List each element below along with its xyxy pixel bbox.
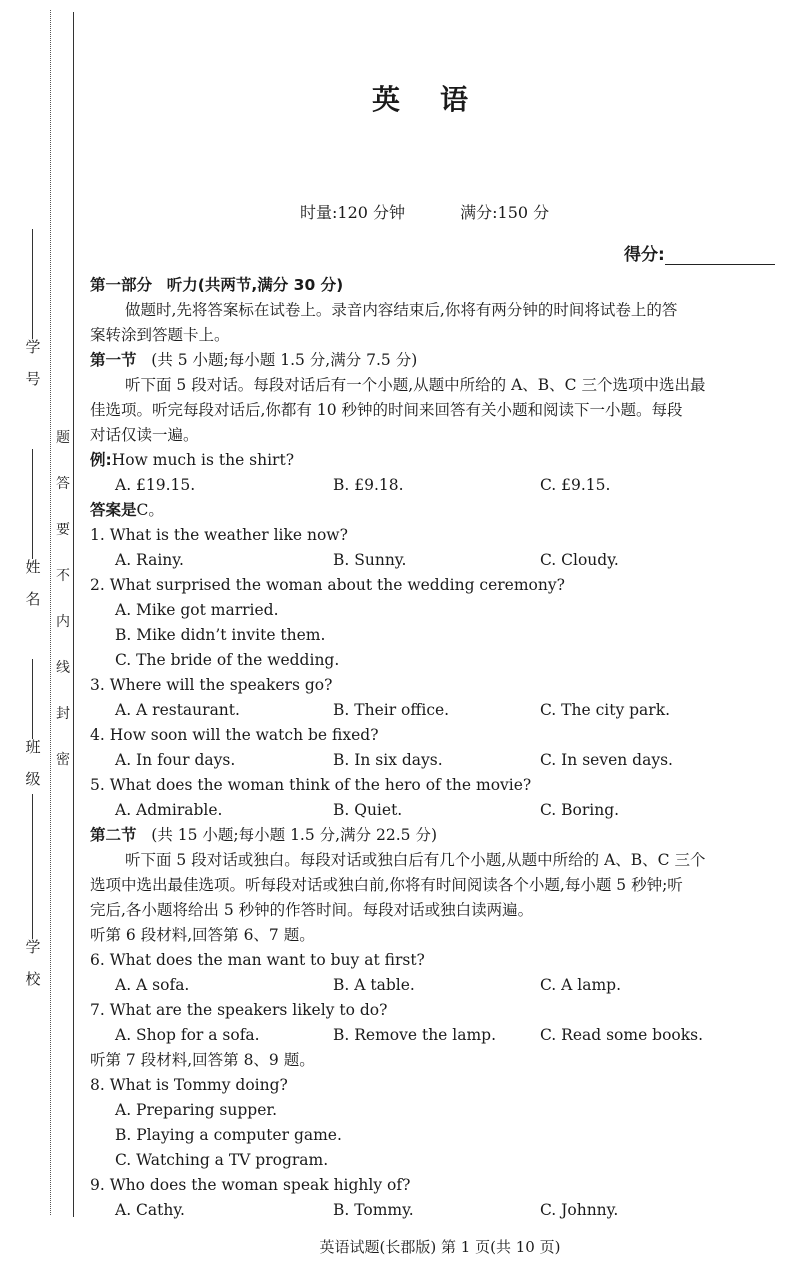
option-c[interactable]: C. A lamp. — [540, 976, 622, 994]
option-a[interactable]: A. Mike got married. — [115, 601, 279, 619]
answer-label: 答案是 — [90, 501, 137, 519]
part1-subtitle: 听力(共两节,满分 30 分) — [166, 276, 344, 294]
seal-char: 题 — [56, 430, 70, 446]
student-id-field[interactable] — [22, 225, 44, 392]
instruction-line: 做题时,先将答案标在试卷上。录音内容结束后,你将有两分钟的时间将试卷上的答 — [125, 301, 678, 319]
option-b[interactable]: B. Their office. — [333, 701, 450, 719]
page-footer: 英语试题(长郡版) 第 1 页(共 10 页) — [319, 1238, 561, 1256]
school-field[interactable] — [22, 790, 44, 992]
option-c[interactable]: C. Johnny. — [540, 1201, 619, 1219]
option-b[interactable]: B. Playing a computer game. — [115, 1126, 342, 1144]
option-c[interactable]: C. Boring. — [540, 801, 620, 819]
name-field[interactable] — [22, 445, 44, 612]
option-a[interactable]: A. Admirable. — [115, 801, 223, 819]
class-field[interactable] — [22, 655, 44, 792]
question-5: 5. What does the woman think of the hero of the movie? — [90, 776, 532, 794]
option-b[interactable]: B. A table. — [333, 976, 415, 994]
question-7-options — [90, 1023, 790, 1048]
instruction-line: 选项中选出最佳选项。听每段对话或独白前,你将有时间阅读各个小题,每小题 5 秒钟;听 — [90, 876, 683, 894]
class-blank[interactable] — [32, 659, 34, 739]
question-1-options — [90, 548, 790, 573]
instruction-line: 案转涂到答题卡上。 — [90, 326, 230, 344]
option-b[interactable]: B. £9.18. — [333, 476, 404, 494]
option-a[interactable]: A. Rainy. — [115, 551, 184, 569]
exam-content — [90, 273, 790, 1223]
option-b[interactable]: B. In six days. — [333, 751, 443, 769]
instruction-line: 听下面 5 段对话或独白。每段对话或独白后有几个小题,从题中所给的 A、B、C 三个 — [125, 851, 706, 869]
example-question — [90, 448, 790, 473]
question-6: 6. What does the man want to buy at first? — [90, 951, 425, 969]
part1-heading — [90, 273, 790, 298]
question-3: 3. Where will the speakers go? — [90, 676, 333, 694]
score-label: 得分: — [624, 245, 665, 265]
option-a[interactable]: A. Shop for a sofa. — [115, 1026, 260, 1044]
binding-margin — [0, 0, 80, 1220]
option-c[interactable]: C. In seven days. — [540, 751, 673, 769]
option-a[interactable]: A. Cathy. — [115, 1201, 185, 1219]
instruction-line: 对话仅读一遍。 — [90, 426, 199, 444]
option-b[interactable]: B. Tommy. — [333, 1201, 414, 1219]
instruction-line: 佳选项。听完每段对话后,你都有 10 秒钟的时间来回答有关小题和阅读下一小题。每段 — [90, 401, 683, 419]
question-9: 9. Who does the woman speak highly of? — [90, 1176, 411, 1194]
question-9-options — [90, 1198, 790, 1223]
option-c[interactable]: C. The city park. — [540, 701, 671, 719]
question-7: 7. What are the speakers likely to do? — [90, 1001, 388, 1019]
option-a[interactable]: A. £19.15. — [115, 476, 196, 494]
name-blank[interactable] — [32, 449, 34, 559]
example-label: 例: — [90, 451, 112, 469]
section1-heading — [90, 348, 790, 373]
option-a[interactable]: A. A sofa. — [115, 976, 190, 994]
option-b[interactable]: B. Mike didn’t invite them. — [115, 626, 326, 644]
instruction-line: 完后,各小题将给出 5 秒钟的作答时间。每段对话或独白读两遍。 — [90, 901, 534, 919]
question-5-options — [90, 798, 790, 823]
part1-title: 第一部分 — [90, 276, 153, 294]
option-b[interactable]: B. Sunny. — [333, 551, 407, 569]
option-a[interactable]: A. A restaurant. — [115, 701, 240, 719]
student-id-blank[interactable] — [32, 229, 34, 339]
question-2: 2. What surprised the woman about the wedding ceremony? — [90, 576, 565, 594]
exam-meta — [300, 200, 599, 223]
school-label: 学 校 — [23, 939, 42, 992]
school-blank[interactable] — [32, 794, 34, 939]
section2-info: (共 15 小题;每小题 1.5 分,满分 22.5 分) — [151, 826, 437, 844]
seal-char: 不 — [56, 568, 70, 584]
seal-warning — [54, 424, 72, 774]
material-7-note: 听第 7 段材料,回答第 8、9 题。 — [90, 1051, 315, 1069]
question-4-options — [90, 748, 790, 773]
seal-char: 内 — [56, 614, 70, 630]
page-title: 英语 — [371, 83, 508, 116]
option-a[interactable]: A. In four days. — [115, 751, 236, 769]
student-id-label: 学 号 — [23, 339, 42, 392]
section2-heading — [90, 823, 790, 848]
example-text: How much is the shirt? — [111, 451, 295, 469]
section2-title: 第二节 — [90, 826, 137, 844]
example-answer — [90, 498, 790, 523]
question-6-options — [90, 973, 790, 998]
cut-dotted-line — [50, 10, 51, 1215]
instruction-line: 听下面 5 段对话。每段对话后有一个小题,从题中所给的 A、B、C 三个选项中选出最 — [125, 376, 706, 394]
seal-char: 密 — [56, 752, 70, 768]
option-c[interactable]: C. Cloudy. — [540, 551, 619, 569]
seal-char: 答 — [56, 476, 70, 492]
question-8: 8. What is Tommy doing? — [90, 1076, 288, 1094]
option-c[interactable]: C. £9.15. — [540, 476, 611, 494]
class-label: 班 级 — [23, 739, 42, 792]
full-score: 满分:150 分 — [460, 203, 550, 222]
answer-value: C。 — [136, 501, 164, 519]
question-4: 4. How soon will the watch be fixed? — [90, 726, 379, 744]
seal-char: 封 — [56, 706, 70, 722]
section1-title: 第一节 — [90, 351, 137, 369]
question-3-options — [90, 698, 790, 723]
option-c[interactable]: C. The bride of the wedding. — [115, 651, 340, 669]
score-blank[interactable] — [665, 246, 775, 265]
example-options — [90, 473, 790, 498]
option-a[interactable]: A. Preparing supper. — [115, 1101, 278, 1119]
material-6-note: 听第 6 段材料,回答第 6、7 题。 — [90, 926, 315, 944]
name-label: 姓 名 — [23, 559, 42, 612]
option-b[interactable]: B. Remove the lamp. — [333, 1026, 497, 1044]
option-c[interactable]: C. Watching a TV program. — [115, 1151, 329, 1169]
section1-info: (共 5 小题;每小题 1.5 分,满分 7.5 分) — [151, 351, 418, 369]
seal-solid-line — [73, 12, 74, 1217]
question-1: 1. What is the weather like now? — [90, 526, 348, 544]
score-field[interactable] — [624, 240, 775, 265]
seal-char: 要 — [56, 522, 70, 538]
time-limit: 时量:120 分钟 — [300, 203, 406, 222]
option-c[interactable]: C. Read some books. — [540, 1026, 704, 1044]
seal-char: 线 — [56, 660, 70, 676]
option-b[interactable]: B. Quiet. — [333, 801, 403, 819]
